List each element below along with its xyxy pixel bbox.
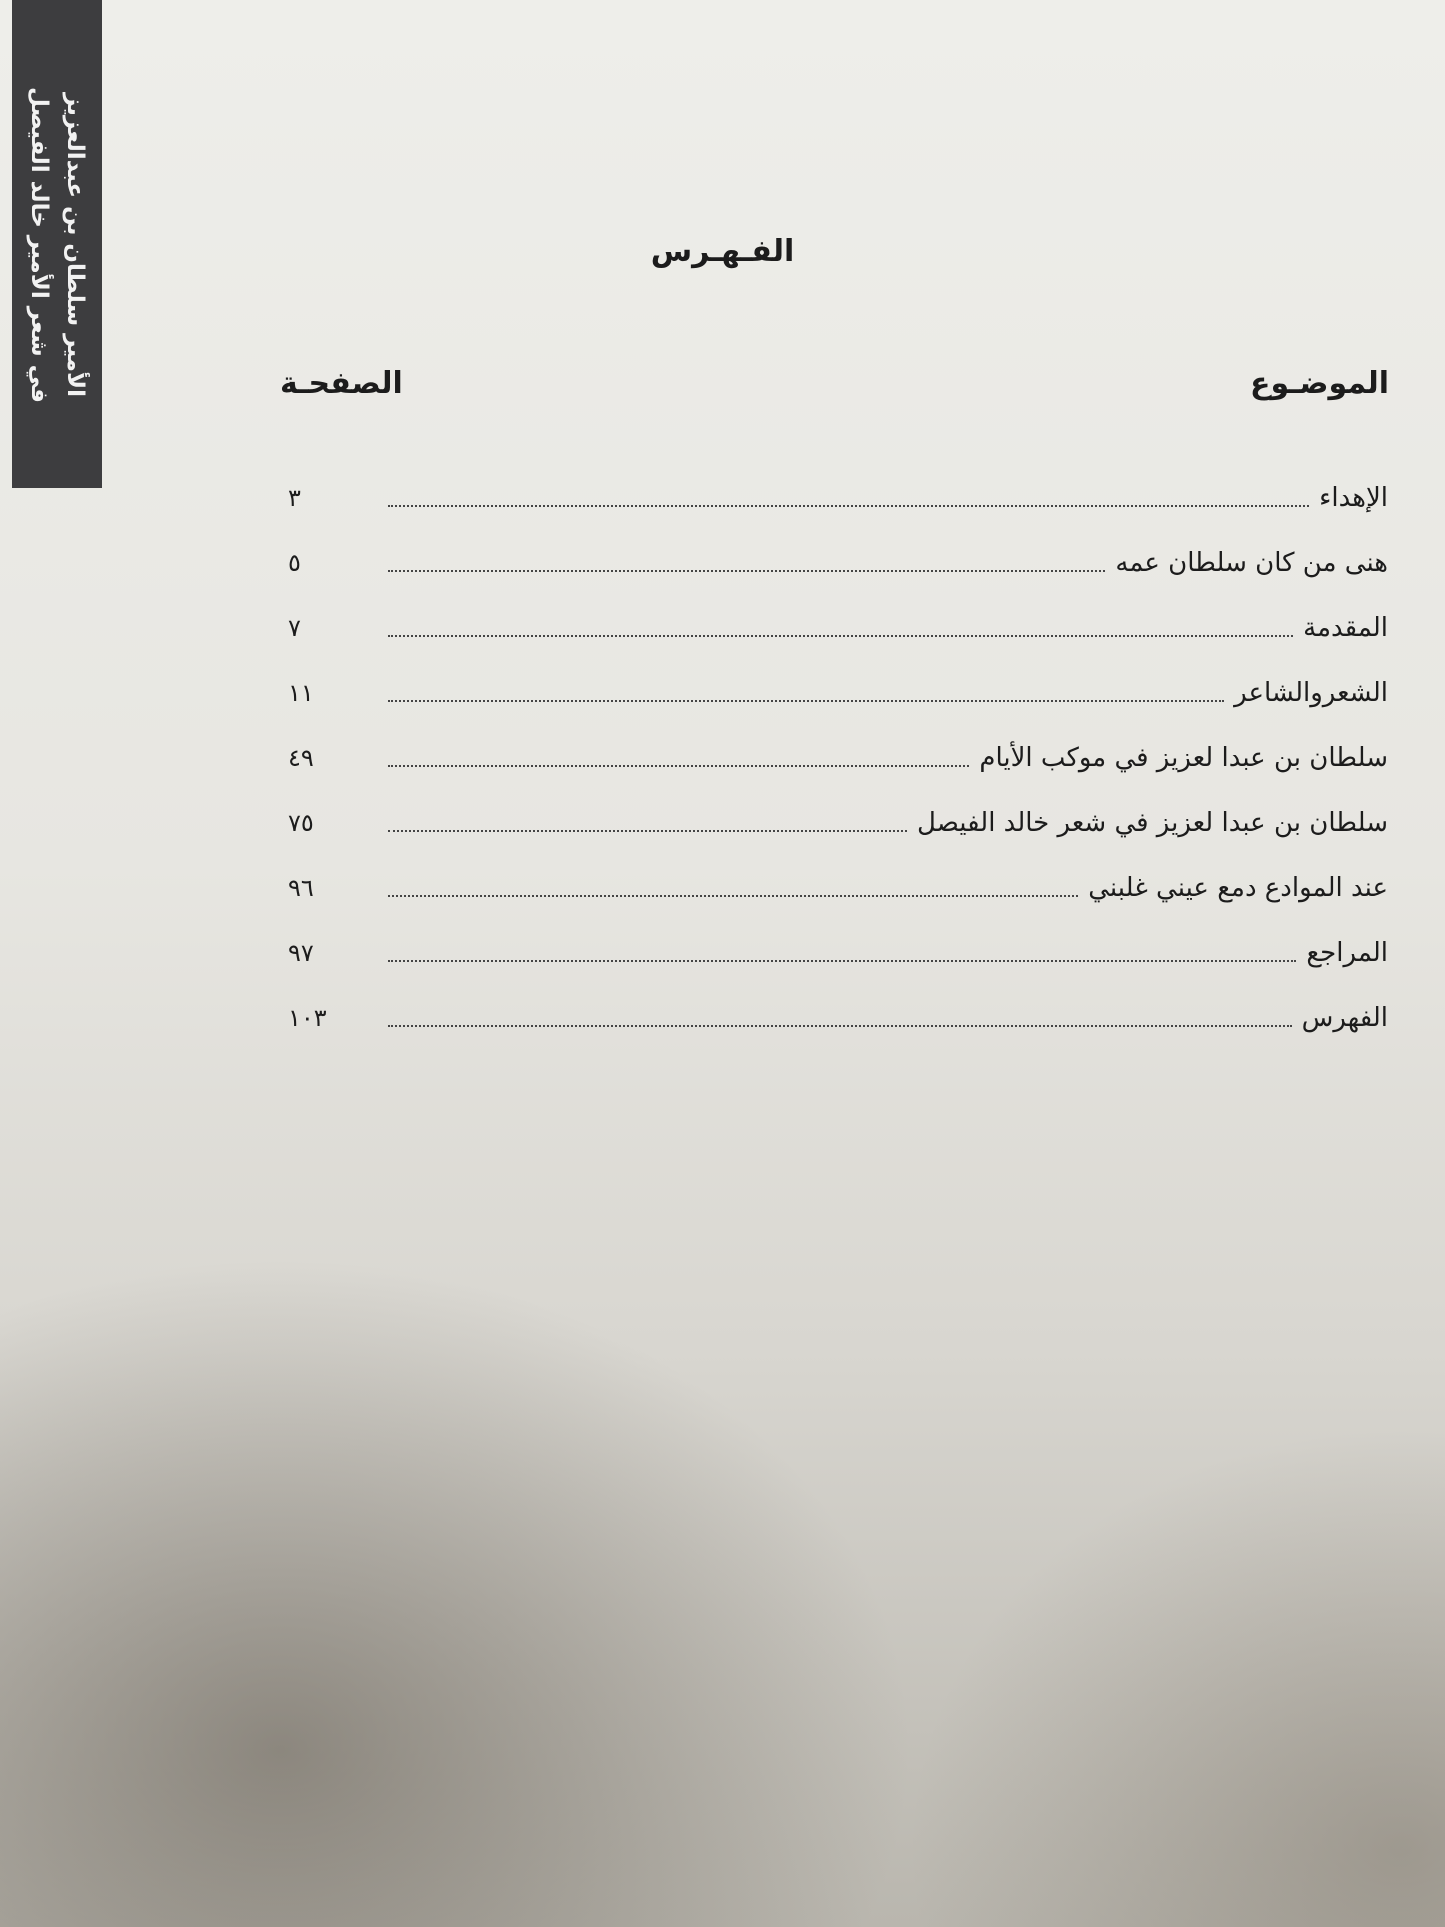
spine-line-1: الأمير سلطان بن عبدالعزيز: [62, 92, 88, 398]
toc-entry: [288, 710, 1388, 775]
toc-entry-title: سلطان بن عبدا لعزيز في شعر خالد الفيصل: [917, 808, 1388, 838]
dot-leader: [388, 960, 1296, 962]
spine-line-2: في شعر الأمير خالد الفيصل: [26, 86, 52, 403]
toc-entry: [288, 515, 1388, 580]
toc-entry: [288, 905, 1388, 970]
toc-entry-page: ٩٧: [288, 939, 314, 967]
toc-entry-page: ٥: [288, 549, 301, 577]
toc-entry-page: ٣: [288, 484, 301, 512]
toc-entry: [288, 645, 1388, 710]
column-header-topic: الموضـوع: [1249, 366, 1389, 401]
dot-leader: [388, 570, 1105, 572]
toc-entry: [288, 970, 1388, 1035]
toc-entry-page: ٤٩: [288, 744, 314, 772]
dot-leader: [388, 765, 969, 767]
toc-entry: [288, 840, 1388, 905]
toc-entry-page: ١١: [288, 679, 314, 707]
toc-entry-title: الإهداء: [1319, 483, 1388, 513]
dot-leader: [388, 505, 1309, 507]
column-header-page: الصفحـة: [280, 366, 403, 401]
toc-entry-title: الشعروالشاعر: [1234, 678, 1388, 708]
toc-entry-title: عند الموادع دمع عيني غلبني: [1088, 873, 1388, 903]
page-title: الفـهـرس: [650, 234, 795, 269]
toc-entry-title: سلطان بن عبدا لعزيز في موكب الأيام: [979, 743, 1388, 773]
toc-entry-title: هنى من كان سلطان عمه: [1115, 548, 1388, 578]
toc-entry: [288, 450, 1388, 515]
dot-leader: [388, 635, 1293, 637]
toc-entry-page: ٩٦: [288, 874, 314, 902]
table-of-contents: [288, 450, 1388, 1035]
dot-leader: [388, 895, 1078, 897]
toc-entry-page: ١٠٣: [288, 1004, 327, 1032]
toc-entry-page: ٧٥: [288, 809, 314, 837]
toc-entry: [288, 775, 1388, 840]
toc-entry-title: المقدمة: [1303, 613, 1388, 643]
dot-leader: [388, 700, 1224, 702]
dot-leader: [388, 1025, 1292, 1027]
toc-entry-title: الفهرس: [1301, 1003, 1388, 1033]
dot-leader: [388, 830, 907, 832]
toc-entry-page: ٧: [288, 614, 301, 642]
toc-entry-title: المراجع: [1306, 938, 1388, 968]
toc-entry: [288, 580, 1388, 645]
